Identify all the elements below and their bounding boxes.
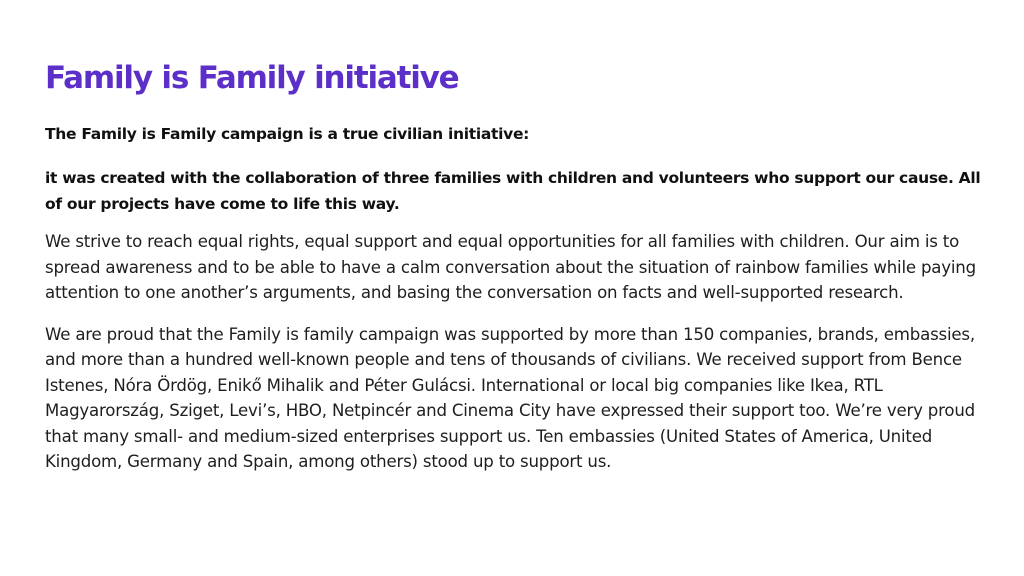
support-paragraph: We are proud that the Family is family campaign was supported by more than 150 companies, brands, embassies, and more than a hundred well-known people and tens of thousands of civilians. We received support from Bence Istenes, Nóra Ördög, Enikő Mihalik and Péter Gulácsi. International or local big companies like Ikea, RTL Magyarország, Sziget, Levi’s, HBO, Netpincér and Cinema City have expressed their support too. We’re very proud that many small- and medium-sized enterprises support us. Ten embassies (United States of America, United Kingdom, Germany and Spain, among others) stood up to support us.: [45, 324, 976, 471]
mission-paragraph: We strive to reach equal rights, equal support and equal opportunities for all families with children. Our aim is to spread awareness and to be able to have a calm conversation about the situation of rainbow families while paying attention to one another’s arguments, and basing the conversation on facts and well-supported research.: [45, 232, 976, 302]
slide-content: [45, 56, 990, 475]
lead-statement-continued: it was created with the collaboration of three families with children and volunteers who support our cause. All of our projects have come to life this way.: [45, 169, 981, 213]
lead-statement: The Family is Family campaign is a true civilian initiative:: [45, 125, 530, 143]
slide-title: Family is Family initiative: [45, 60, 459, 96]
